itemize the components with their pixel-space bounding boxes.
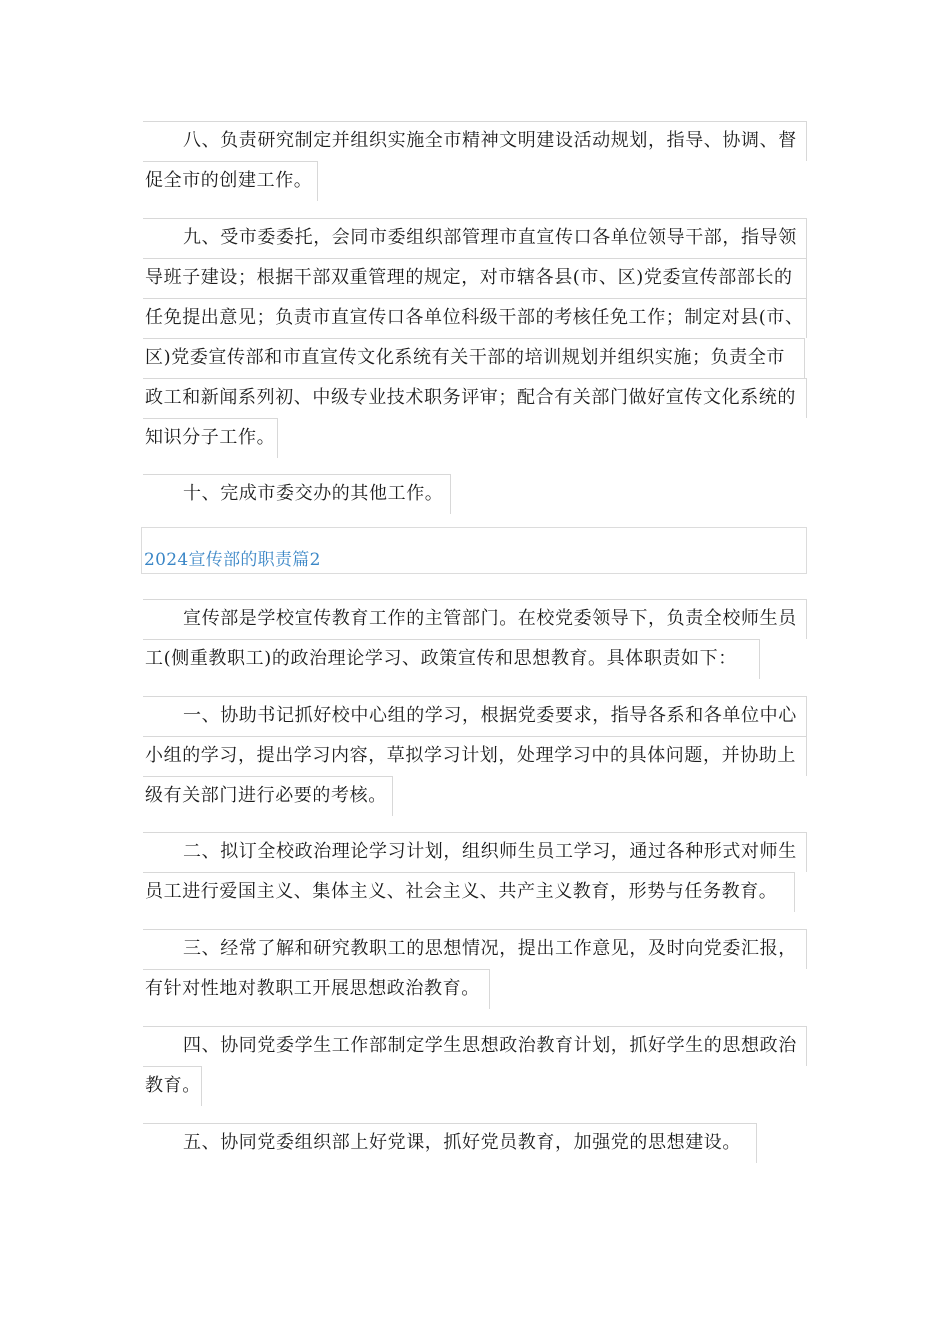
text-line: 员工进行爱国主义、集体主义、社会主义、共产主义教育，形势与任务教育。: [143, 872, 795, 912]
section-heading-box: [141, 527, 807, 574]
text-line: 政工和新闻系列初、中级专业技术职务评审；配合有关部门做好宣传文化系统的: [143, 378, 807, 418]
text-line: 级有关部门进行必要的考核。: [143, 776, 393, 816]
text-line: 工(侧重教职工)的政治理论学习、政策宣传和思想教育。具体职责如下：: [143, 639, 760, 679]
text-line: 促全市的创建工作。: [143, 161, 318, 201]
paragraph-item-3: [143, 929, 807, 1009]
paragraph-item-5: [143, 1123, 807, 1163]
paragraph-item-2: [143, 832, 807, 912]
text-line: 十、完成市委交办的其他工作。: [143, 474, 451, 514]
text-line: 宣传部是学校宣传教育工作的主管部门。在校党委领导下，负责全校师生员: [143, 599, 807, 639]
text-line: 任免提出意见；负责市直宣传口各单位科级干部的考核任免工作；制定对县(市、: [143, 298, 807, 338]
text-line: 三、经常了解和研究教职工的思想情况，提出工作意见，及时向党委汇报，: [143, 929, 807, 969]
text-line: 九、受市委委托，会同市委组织部管理市直宣传口各单位领导干部，指导领: [143, 218, 807, 258]
text-line: 区)党委宣传部和市直宣传文化系统有关干部的培训规划并组织实施；负责全市: [143, 338, 805, 378]
paragraph-item-8: [143, 121, 807, 201]
text-line: 导班子建设；根据干部双重管理的规定，对市辖各县(市、区)党委宣传部部长的: [143, 258, 807, 298]
text-line: 有针对性地对教职工开展思想政治教育。: [143, 969, 490, 1009]
section-heading: 2024宣传部的职责篇2: [144, 550, 321, 570]
text-line: 知识分子工作。: [143, 418, 278, 458]
text-line: 二、拟订全校政治理论学习计划，组织师生员工学习，通过各种形式对师生: [143, 832, 807, 872]
paragraph-item-4: [143, 1026, 807, 1106]
text-line: 五、协同党委组织部上好党课，抓好党员教育，加强党的思想建设。: [143, 1123, 757, 1163]
paragraph-item-9: [143, 218, 807, 458]
text-line: 一、协助书记抓好校中心组的学习，根据党委要求，指导各系和各单位中心: [143, 696, 807, 736]
paragraph-item-10: [143, 474, 807, 514]
text-line: 八、负责研究制定并组织实施全市精神文明建设活动规划，指导、协调、督: [143, 121, 807, 161]
paragraph-item-1: [143, 696, 807, 816]
text-line: 教育。: [143, 1066, 202, 1106]
paragraph-intro: [143, 599, 807, 679]
text-line: 四、协同党委学生工作部制定学生思想政治教育计划，抓好学生的思想政治: [143, 1026, 807, 1066]
text-line: 小组的学习，提出学习内容，草拟学习计划，处理学习中的具体问题，并协助上: [143, 736, 807, 776]
